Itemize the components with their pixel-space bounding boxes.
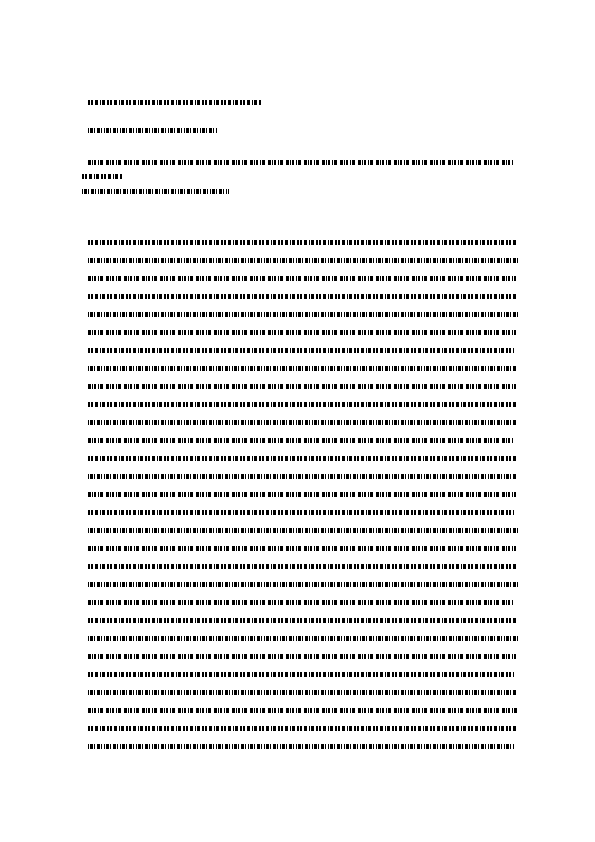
body-line: [88, 402, 518, 407]
body-line: [88, 492, 516, 497]
body-line: [88, 672, 514, 677]
body-line: [88, 420, 516, 425]
body-line: [88, 312, 518, 317]
header-line-3: [88, 160, 514, 165]
body-line: [88, 276, 516, 281]
body-line: [88, 510, 514, 515]
body-line: [88, 726, 516, 731]
header-line-2: [88, 128, 218, 133]
header-line-1: [88, 100, 262, 105]
body-line: [88, 654, 516, 659]
body-line: [88, 456, 518, 461]
body-line: [88, 636, 518, 641]
body-line: [88, 474, 516, 479]
body-line: [88, 528, 518, 533]
body-line: [88, 618, 516, 623]
header-line-4: [82, 174, 122, 179]
body-line: [88, 348, 514, 353]
body-line: [88, 438, 514, 443]
body-line: [88, 744, 514, 749]
body-line: [88, 366, 516, 371]
body-line: [88, 600, 514, 605]
body-line: [88, 294, 516, 299]
body-line: [88, 330, 516, 335]
body-line: [88, 708, 518, 713]
body-line: [88, 240, 518, 245]
body-line: [88, 582, 518, 587]
body-line: [88, 564, 516, 569]
body-line: [88, 258, 518, 263]
body-line: [88, 546, 516, 551]
body-line: [88, 690, 516, 695]
header-line-5: [82, 189, 229, 194]
body-line: [88, 384, 516, 389]
